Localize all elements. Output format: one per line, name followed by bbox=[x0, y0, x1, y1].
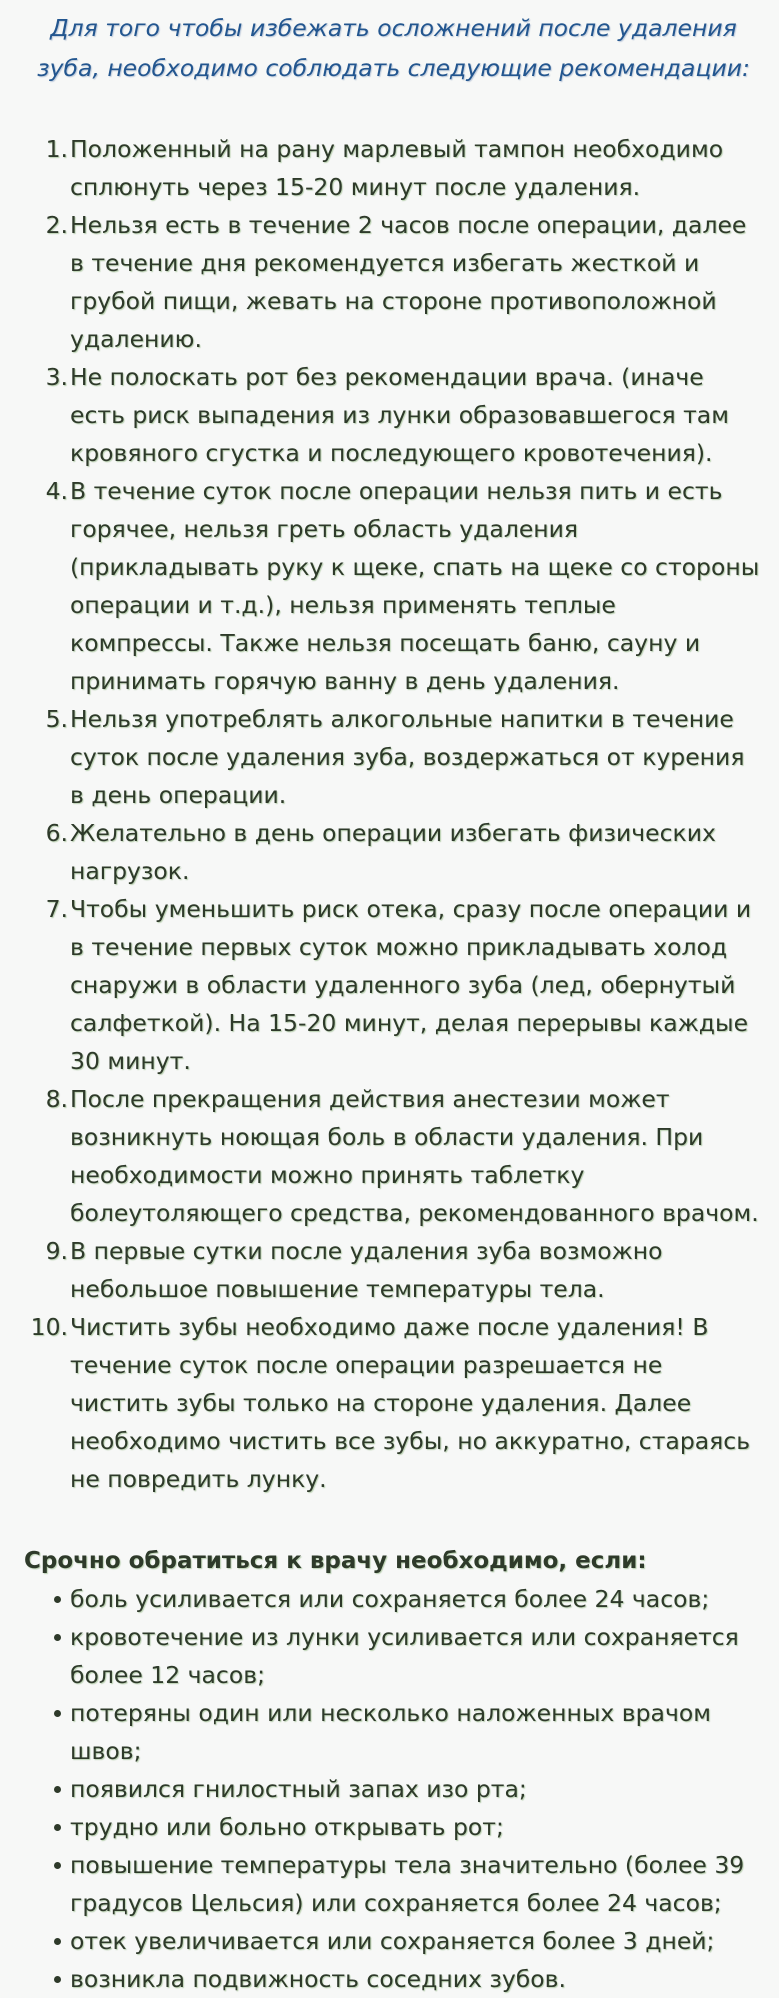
list-item bbox=[24, 1846, 763, 1922]
item-text: Положенный на рану марлевый тампон необходимо сплюнуть через 15-20 минут после удаления. bbox=[70, 135, 724, 201]
item-number: 1. bbox=[45, 135, 68, 163]
bullet-icon bbox=[54, 1710, 61, 1717]
item-text: Чистить зубы необходимо даже после удаления! В течение суток после операции разрешается не чистить зубы только на стороне удаления. Далее необходимо чистить все зубы, но аккуратно, стараясь не повредить лунку. bbox=[70, 1313, 751, 1493]
bullet-icon bbox=[54, 1824, 61, 1831]
bullet-icon bbox=[54, 1596, 61, 1603]
item-text: отек увеличивается или сохраняется более 3 дней; bbox=[70, 1927, 715, 1955]
warning-heading: Срочно обратиться к врачу необходимо, если: bbox=[24, 1548, 647, 1574]
bullet-icon bbox=[54, 1938, 61, 1945]
item-text: боль усиливается или сохраняется более 24 часов; bbox=[70, 1585, 710, 1613]
list-item bbox=[24, 206, 763, 358]
bullet-icon bbox=[54, 1862, 61, 1869]
item-number: 4. bbox=[45, 477, 68, 505]
item-number: 3. bbox=[45, 363, 68, 391]
item-text: трудно или больно открывать рот; bbox=[70, 1813, 504, 1841]
item-number: 10. bbox=[30, 1313, 68, 1341]
list-item bbox=[24, 814, 763, 890]
recommendations-list bbox=[24, 130, 763, 1498]
item-number: 9. bbox=[45, 1237, 68, 1265]
list-item bbox=[24, 1770, 763, 1808]
item-text: потеряны один или несколько наложенных врачом швов; bbox=[70, 1699, 711, 1765]
list-item bbox=[24, 130, 763, 206]
item-number: 2. bbox=[45, 211, 68, 239]
list-item bbox=[24, 358, 763, 472]
item-number: 8. bbox=[45, 1085, 68, 1113]
item-text: повышение температуры тела значительно (более 39 градусов Цельсия) или сохраняется более 24 часов; bbox=[70, 1851, 745, 1917]
item-text: Нельзя употреблять алкогольные напитки в течение суток после удаления зуба, воздержаться от курения в день операции. bbox=[70, 705, 745, 809]
list-item bbox=[24, 1232, 763, 1308]
item-text: В течение суток после операции нельзя пить и есть горячее, нельзя греть область удаления (прикладывать руку к щеке, спать на щеке со стороны операции и т.д.), нельзя применять теплые компрессы. Также нельзя посещать баню, сауну и принимать горячую ванну в день удаления. bbox=[70, 477, 760, 695]
warnings-list bbox=[24, 1580, 763, 1998]
item-text: появился гнилостный запах изо рта; bbox=[70, 1775, 527, 1803]
list-item bbox=[24, 1922, 763, 1960]
list-item bbox=[24, 1580, 763, 1618]
item-text: В первые сутки после удаления зуба возможно небольшое повышение температуры тела. bbox=[70, 1237, 663, 1303]
bullet-icon bbox=[54, 1976, 61, 1983]
list-item bbox=[24, 1308, 763, 1498]
list-item bbox=[24, 1694, 763, 1770]
list-item bbox=[24, 1618, 763, 1694]
item-number: 7. bbox=[45, 895, 68, 923]
list-item bbox=[24, 1808, 763, 1846]
item-text: После прекращения действия анестезии может возникнуть ноющая боль в области удаления. При необходимости можно принять таблетку болеутоляющего средства, рекомендованного врачом. bbox=[70, 1085, 759, 1227]
list-item bbox=[24, 1080, 763, 1232]
item-text: Желательно в день операции избегать физических нагрузок. bbox=[70, 819, 716, 885]
item-text: кровотечение из лунки усиливается или сохраняется более 12 часов; bbox=[70, 1623, 739, 1689]
item-text: Чтобы уменьшить риск отека, сразу после операции и в течение первых суток можно прикладывать холод снаружи в области удаленного зуба (лед, обернутый салфеткой). На 15-20 минут, делая перерывы каждые 30 минут. bbox=[70, 895, 752, 1075]
item-text: возникла подвижность соседних зубов. bbox=[70, 1965, 566, 1993]
list-item bbox=[24, 700, 763, 814]
item-text: Не полоскать рот без рекомендации врача. (иначе есть риск выпадения из лунки образовавшегося там кровяного сгустка и последующего кровотечения). bbox=[70, 363, 729, 467]
item-text: Нельзя есть в течение 2 часов после операции, далее в течение дня рекомендуется избегать жесткой и грубой пищи, жевать на стороне противоположной удалению. bbox=[70, 211, 747, 353]
bullet-icon bbox=[54, 1634, 61, 1641]
list-item bbox=[24, 472, 763, 700]
item-number: 5. bbox=[45, 705, 68, 733]
intro-heading: Для того чтобы избежать осложнений после удаления зуба, необходимо соблюдать следующие рекомендации: bbox=[37, 14, 750, 82]
item-number: 6. bbox=[45, 819, 68, 847]
list-item bbox=[24, 890, 763, 1080]
bullet-icon bbox=[54, 1786, 61, 1793]
list-item bbox=[24, 1960, 763, 1998]
